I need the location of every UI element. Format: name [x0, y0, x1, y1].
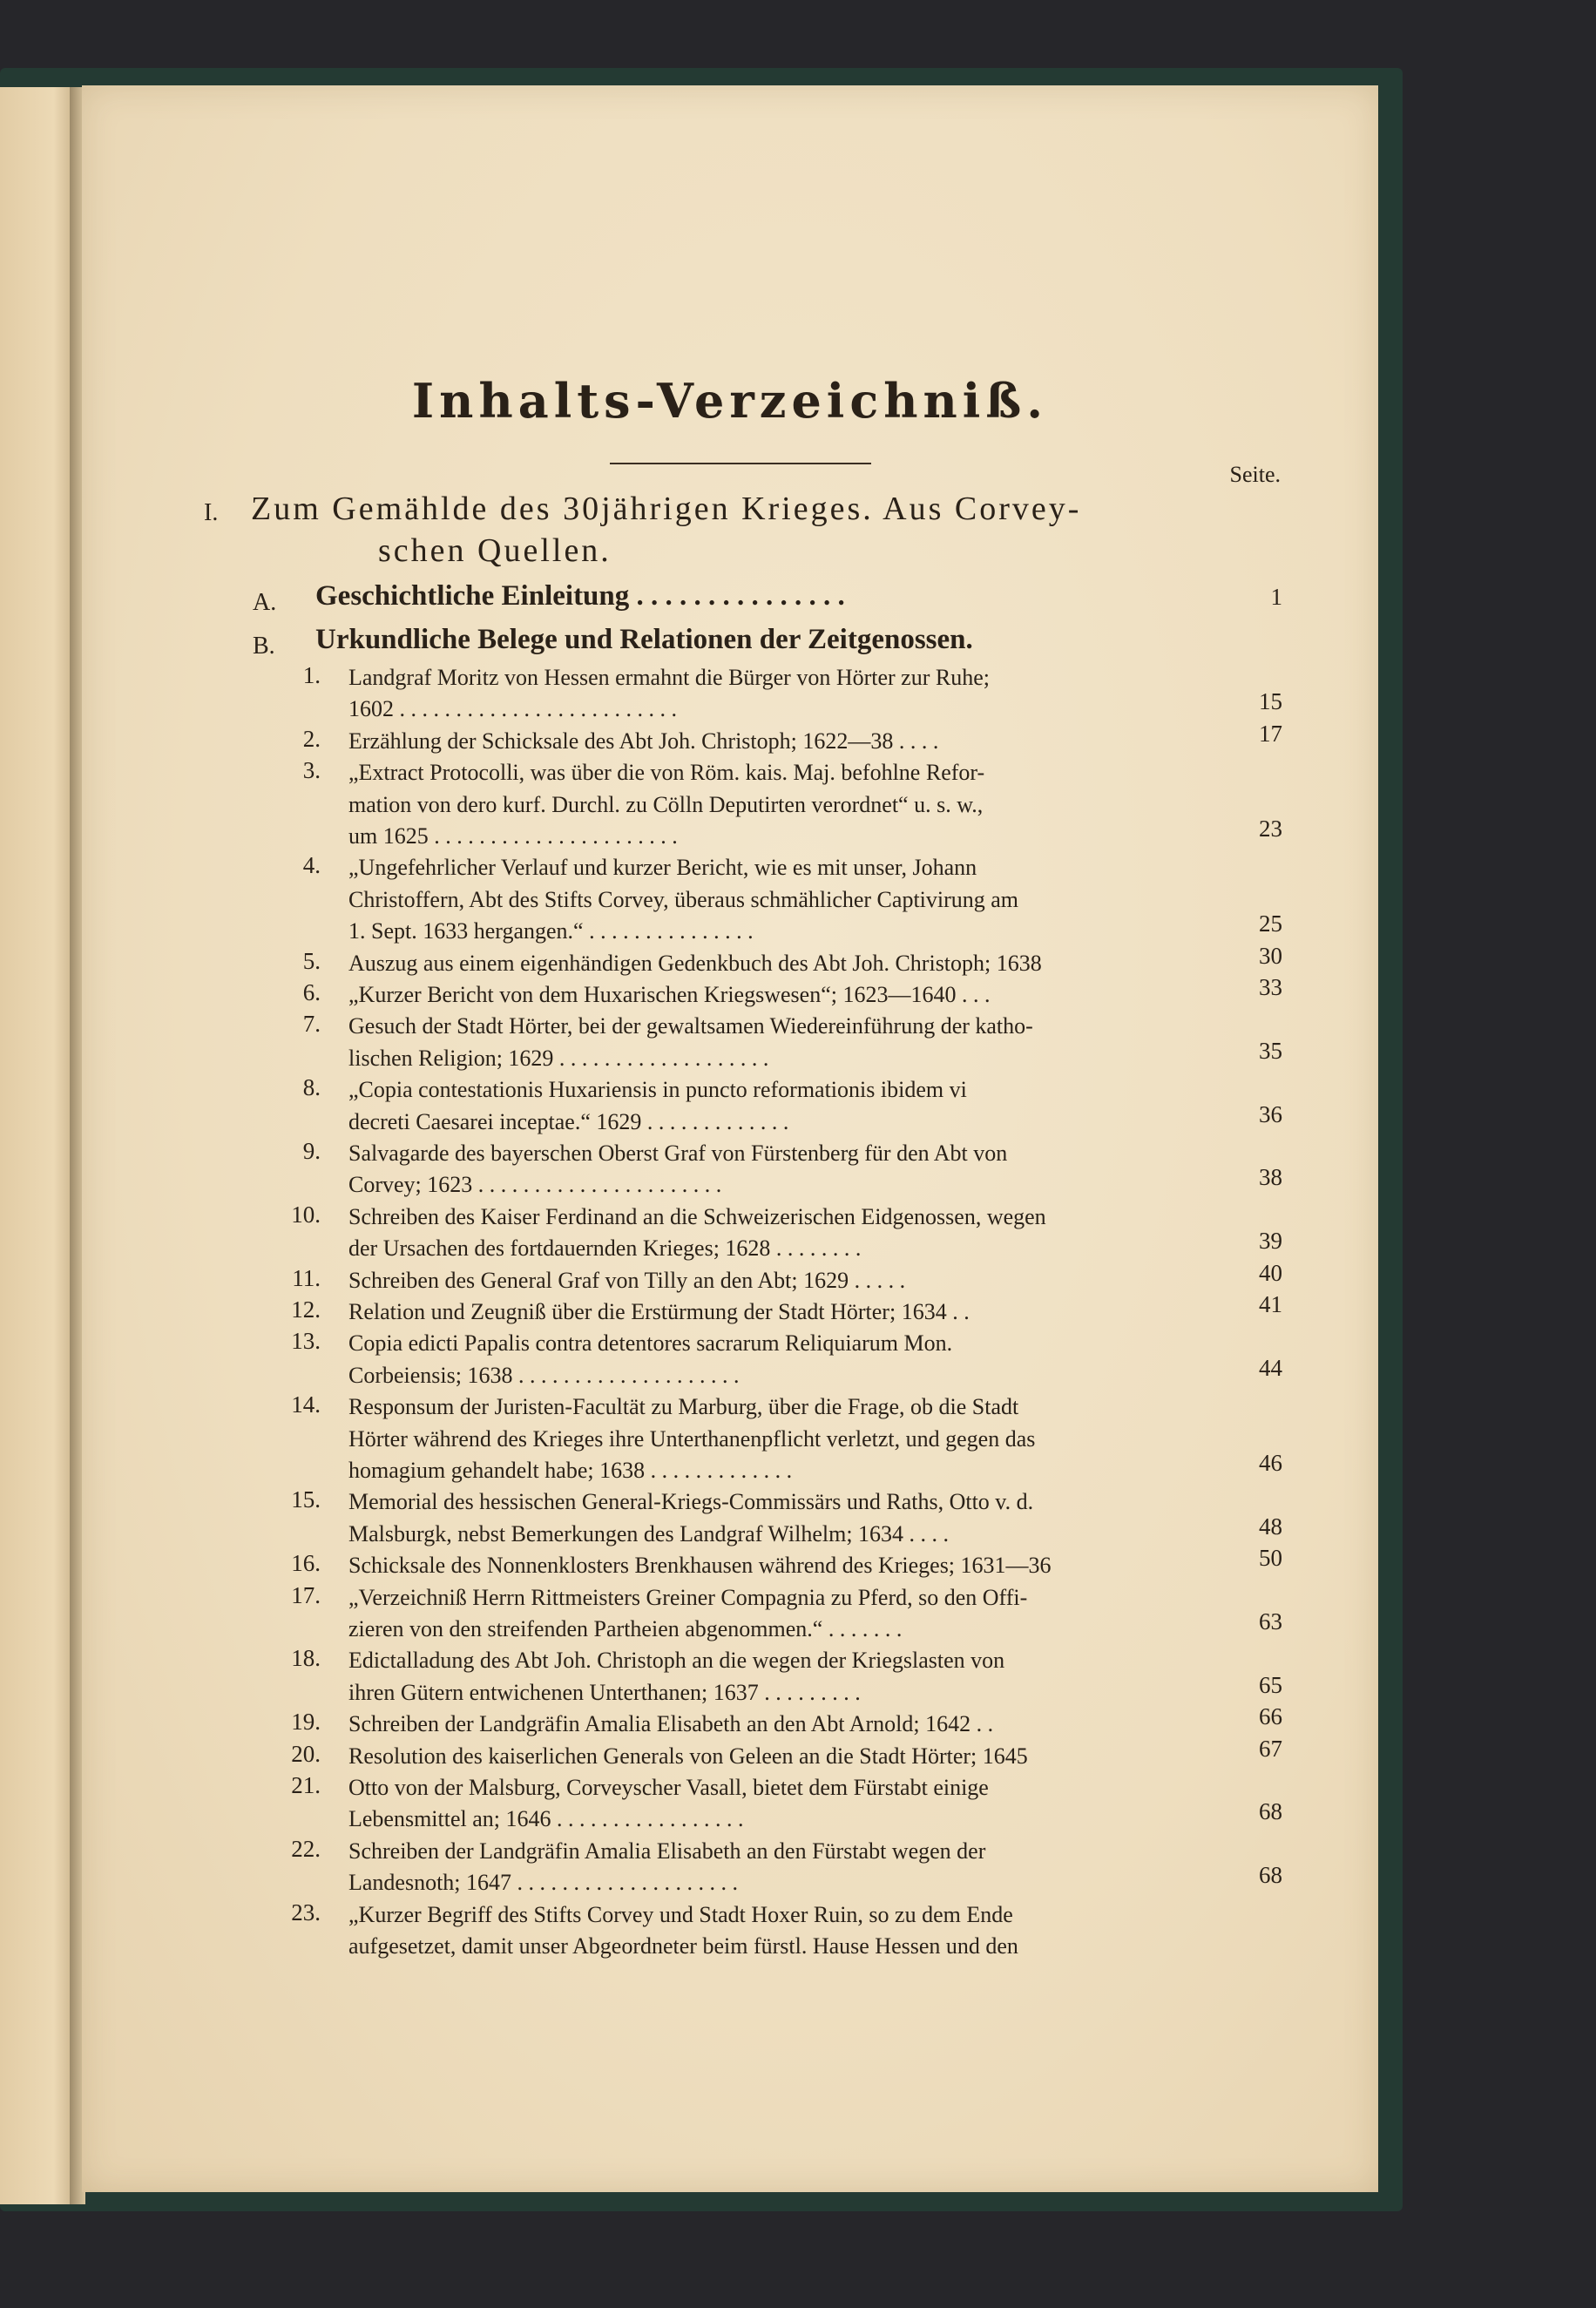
toc-entry-number: 18. [291, 1645, 321, 1672]
toc-entry-number: 7. [302, 1011, 321, 1038]
toc-entry-text: Corvey; 1623 . . . . . . . . . . . . . . . . . . . . . . [348, 1172, 722, 1198]
toc-entry-number: 11. [292, 1264, 321, 1291]
toc-entry-text: lischen Religion; 1629 . . . . . . . . . . . . . . . . . . . [348, 1045, 769, 1071]
toc-entry-text: Memorial des hessischen General-Kriegs-Commissärs und Raths, Otto v. d. [348, 1489, 1034, 1515]
toc-entry-text: Erzählung der Schicksale des Abt Joh. Christoph; 1622—38 . . . . [348, 728, 939, 754]
toc-entry-text: Edictalladung des Abt Joh. Christoph an die wegen der Kriegslasten von [348, 1648, 1005, 1674]
section-title-line1: Zum Gemählde des 30jährigen Krieges. Aus Corvey- [251, 491, 1082, 527]
toc-entry-number: 19. [291, 1709, 321, 1736]
toc-entry-text: Schreiben der Landgräfin Amalia Elisabeth an den Fürstabt wegen der [348, 1838, 986, 1864]
toc-entry-page: 68 [1259, 1862, 1282, 1889]
toc-entry-text: „Extract Protocolli, was über die von Röm. kais. Maj. befohlne Refor- [348, 760, 985, 786]
toc-entry-number: 10. [291, 1201, 321, 1228]
toc-entry-number: 15. [291, 1486, 321, 1513]
toc-entry-text: homagium gehandelt habe; 1638 . . . . . . . . . . . . . [348, 1458, 793, 1483]
toc-entry-text: Hörter während des Krieges ihre Unterthanenpflicht verletzt, und gegen das [348, 1425, 1036, 1452]
page-column-label: Seite. [1229, 462, 1281, 487]
toc-entry-number: 4. [302, 852, 321, 879]
toc-entry-number: 12. [291, 1296, 321, 1323]
page-title: Inhalts-Verzeichniß. [411, 373, 1049, 429]
section-numeral: I. [204, 499, 219, 526]
toc-entry-page: 40 [1259, 1259, 1282, 1286]
section-title-line2: schen Quellen. [378, 532, 612, 569]
subsection-title: Urkundliche Belege und Relationen der Zeitgenossen. [315, 624, 973, 655]
toc-entry-number: 8. [302, 1074, 321, 1101]
toc-entry-number: 6. [302, 979, 321, 1005]
toc-entry-text: aufgesetzet, damit unser Abgeordneter beim fürstl. Hause Hessen und den [348, 1933, 1018, 1959]
toc-entry-text: Schreiben des General Graf von Tilly an den Abt; 1629 . . . . . [348, 1267, 906, 1293]
toc-entry-text: ihren Gütern entwichenen Unterthanen; 1637 . . . . . . . . . [348, 1679, 861, 1705]
toc-entry-text: Salvagarde des bayerschen Oberst Graf von Fürstenberg für den Abt von [348, 1140, 1008, 1166]
toc-entry-page: 39 [1259, 1228, 1282, 1255]
toc-entry-number: 21. [291, 1772, 321, 1798]
toc-entry-number: 3. [302, 757, 321, 784]
toc-entry-page: 44 [1259, 1354, 1282, 1381]
toc-entry-text: Schreiben der Landgräfin Amalia Elisabeth an den Abt Arnold; 1642 . . [348, 1711, 994, 1737]
toc-entry-text: Auszug aus einem eigenhändigen Gedenkbuch des Abt Joh. Christoph; 1638 [348, 950, 1042, 976]
toc-entry-text: um 1625 . . . . . . . . . . . . . . . . . . . . . . [348, 823, 678, 849]
toc-entry-page: 15 [1259, 688, 1282, 715]
toc-entry-page: 25 [1259, 910, 1282, 937]
toc-entry-page: 63 [1259, 1608, 1282, 1635]
toc-entry-number: 14. [291, 1391, 321, 1418]
toc-entry-page: 33 [1259, 974, 1282, 1000]
toc-entry-text: Otto von der Malsburg, Corveyscher Vasall, bietet dem Fürstabt einige [348, 1775, 989, 1800]
toc-entry-page: 50 [1259, 1545, 1282, 1572]
toc-entry-text: Resolution des kaiserlichen Generals von Geleen an die Stadt Hörter; 1645 [348, 1743, 1028, 1769]
toc-entry-page: 35 [1259, 1037, 1282, 1064]
toc-entry-text: „Kurzer Bericht von dem Huxarischen Kriegswesen“; 1623—1640 . . . [348, 982, 991, 1007]
toc-entry-page: 17 [1259, 720, 1282, 747]
toc-entry-text: Christoffern, Abt des Stifts Corvey, überaus schmählicher Captivirung am [348, 886, 1019, 912]
toc-entry-text: 1602 . . . . . . . . . . . . . . . . . . . . . . . . . [348, 696, 677, 722]
toc-entry-page: 67 [1259, 1735, 1282, 1762]
toc-entry-number: 13. [291, 1328, 321, 1355]
toc-entry-text: Copia edicti Papalis contra detentores sacrarum Reliquiarum Mon. [348, 1330, 953, 1357]
toc-entry-page: 36 [1259, 1100, 1282, 1127]
toc-entry-text: Malsburgk, nebst Bemerkungen des Landgraf Wilhelm; 1634 . . . . [348, 1520, 950, 1547]
toc-entry-number: 9. [302, 1138, 321, 1164]
toc-entry-text: „Ungefehrlicher Verlauf und kurzer Bericht, wie es mit unser, Johann [348, 855, 977, 881]
toc-entry-text: mation von dero kurf. Durchl. zu Cölln Deputirten verordnet“ u. s. w., [348, 791, 984, 817]
toc-entry-text: „Kurzer Begriff des Stifts Corvey und Stadt Hoxer Ruin, so zu dem Ende [348, 1901, 1013, 1927]
toc-entry-page: 38 [1259, 1164, 1282, 1191]
toc-entry-text: Schreiben des Kaiser Ferdinand an die Schweizerischen Eidgenossen, wegen [348, 1203, 1046, 1229]
toc-entry-number: 16. [291, 1550, 321, 1577]
toc-entry-text: Schicksale des Nonnenklosters Brenkhausen während des Krieges; 1631—36 [348, 1553, 1052, 1579]
toc-entry-number: 1. [302, 662, 321, 688]
toc-entry-page: 46 [1259, 1450, 1282, 1476]
toc-entry-page: 66 [1259, 1703, 1282, 1730]
toc-entry-text: „Copia contestationis Huxariensis in puncto reformationis ibidem vi [348, 1077, 967, 1103]
subsection-letter: A. [253, 589, 277, 616]
toc-entry-number: 22. [291, 1835, 321, 1862]
toc-entry-page: 68 [1259, 1798, 1282, 1825]
toc-entry-number: 5. [302, 947, 321, 974]
toc-entry-number: 20. [291, 1740, 321, 1767]
subsection-title: Geschichtliche Einleitung . . . . . . . . . . . . . . . [315, 580, 845, 612]
toc-entry-text: Gesuch der Stadt Hörter, bei der gewaltsamen Wiedereinführung der katho- [348, 1013, 1033, 1039]
toc-entry-text: der Ursachen des fortdauernden Krieges; 1628 . . . . . . . . [348, 1235, 862, 1262]
title-divider [610, 463, 871, 464]
toc-entry-number: 17. [291, 1581, 321, 1608]
toc-entry-text: Landesnoth; 1647 . . . . . . . . . . . . . . . . . . . . [348, 1870, 739, 1896]
toc-entry-text: „Verzeichniß Herrn Rittmeisters Greiner Compagnia zu Pferd, so den Offi- [348, 1584, 1028, 1610]
toc-entry-text: Landgraf Moritz von Hessen ermahnt die Bürger von Hörter zur Ruhe; [348, 665, 990, 690]
toc-entry-page: 48 [1259, 1513, 1282, 1540]
toc-entry-text: zieren von den streifenden Partheien abgenommen.“ . . . . . . . [348, 1616, 903, 1641]
toc-entry-text: Responsum der Juristen-Facultät zu Marburg, über die Frage, ob die Stadt [348, 1394, 1019, 1420]
left-page-edge [0, 87, 77, 2204]
book-page [82, 85, 1378, 2192]
toc-entry-text: Corbeiensis; 1638 . . . . . . . . . . . . . . . . . . . . [348, 1362, 740, 1388]
subsection-letter: B. [253, 633, 275, 660]
toc-entry-text: 1. Sept. 1633 hergangen.“ . . . . . . . . . . . . . . . [348, 918, 754, 944]
subsection-page: 1 [1270, 584, 1282, 610]
toc-entry-text: Relation und Zeugniß über die Erstürmung der Stadt Hörter; 1634 . . [348, 1299, 970, 1324]
toc-entry-text: Lebensmittel an; 1646 . . . . . . . . . . . . . . . . . [348, 1806, 744, 1832]
toc-entry-number: 23. [291, 1899, 321, 1926]
toc-entry-page: 30 [1259, 942, 1282, 969]
toc-entry-page: 23 [1259, 816, 1282, 842]
toc-entry-number: 2. [302, 725, 321, 752]
toc-entry-page: 41 [1259, 1291, 1282, 1317]
toc-entry-page: 65 [1259, 1671, 1282, 1698]
toc-entry-text: decreti Caesarei inceptae.“ 1629 . . . . . . . . . . . . . [348, 1108, 789, 1134]
